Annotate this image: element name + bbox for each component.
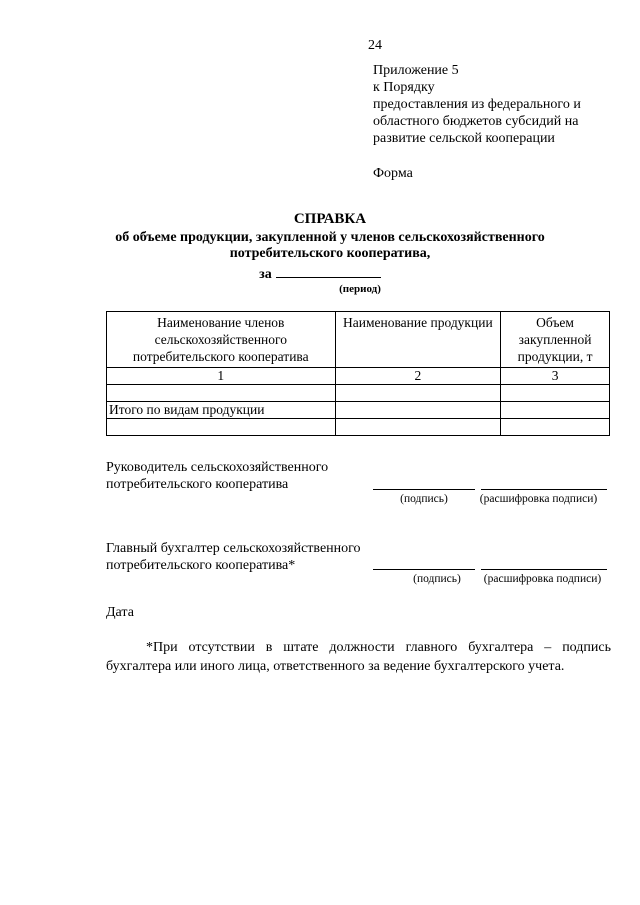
decode-hint: (расшифровка подписи) [479,493,598,505]
header-members: Наименование членов сельскохозяйственного потребительского кооператива [107,312,336,368]
table-total-row [107,402,610,419]
appendix-line: Приложение 5 [373,63,459,78]
signature-hint: (подпись) [413,573,461,585]
table-header-row [107,312,610,368]
purchase-table [106,311,610,436]
table-cell[interactable] [501,419,610,436]
document-title: СПРАВКА [293,211,367,227]
total-label: Итого по видам продукции [107,402,336,419]
subtitle-line-1: об объеме продукции, закупленной у членов сельскохозяйственного [115,230,545,245]
table-cell[interactable] [107,385,336,402]
document-subtitle [60,230,600,262]
accountant-signature-line[interactable] [373,569,475,570]
period-hint: (период) [339,283,381,295]
header-volume: Объем закупленной продукции, т [501,312,610,368]
appendix-line: развитие сельской кооперации [373,131,555,146]
table-row [107,419,610,436]
appendix-line: областного бюджетов субсидий на [373,114,579,129]
table-row [107,385,610,402]
appendix-line: к Порядку [373,80,435,95]
appendix-line: предоставления из федерального и [373,97,581,112]
head-decode-line[interactable] [481,489,607,490]
form-label: Форма [373,166,413,181]
table-cell[interactable] [335,385,501,402]
period-prefix: за [259,267,272,282]
page-number: 24 [368,38,382,53]
decode-hint: (расшифровка подписи) [483,573,602,585]
signer-line: потребительского кооператива* [106,558,296,573]
date-label: Дата [106,605,134,620]
column-number: 3 [501,368,610,385]
period-line [0,265,640,283]
appendix-header [373,62,623,147]
table-cell[interactable] [107,419,336,436]
column-number: 2 [335,368,501,385]
footnote: *При отсутствии в штате должности главного бухгалтера – подпись бухгалтера или иного лица, ответственного за ведение бухгалтерского учета. [106,640,611,674]
period-blank[interactable] [276,265,381,278]
subtitle-line-2: потребительского кооператива, [229,246,431,261]
head-signer-label [106,459,328,493]
signer-line: Руководитель сельскохозяйственного [106,460,329,475]
table-number-row [107,368,610,385]
signer-line: Главный бухгалтер сельскохозяйственного [106,541,361,556]
header-product: Наименование продукции [335,312,501,368]
accountant-decode-line[interactable] [481,569,607,570]
table-cell[interactable] [501,385,610,402]
head-signature-line[interactable] [373,489,475,490]
column-number: 1 [107,368,336,385]
signer-line: потребительского кооператива [106,477,289,492]
accountant-signer-label [106,540,361,574]
table-cell[interactable] [501,402,610,419]
signature-hint: (подпись) [400,493,448,505]
table-cell[interactable] [335,419,501,436]
table-cell[interactable] [335,402,501,419]
